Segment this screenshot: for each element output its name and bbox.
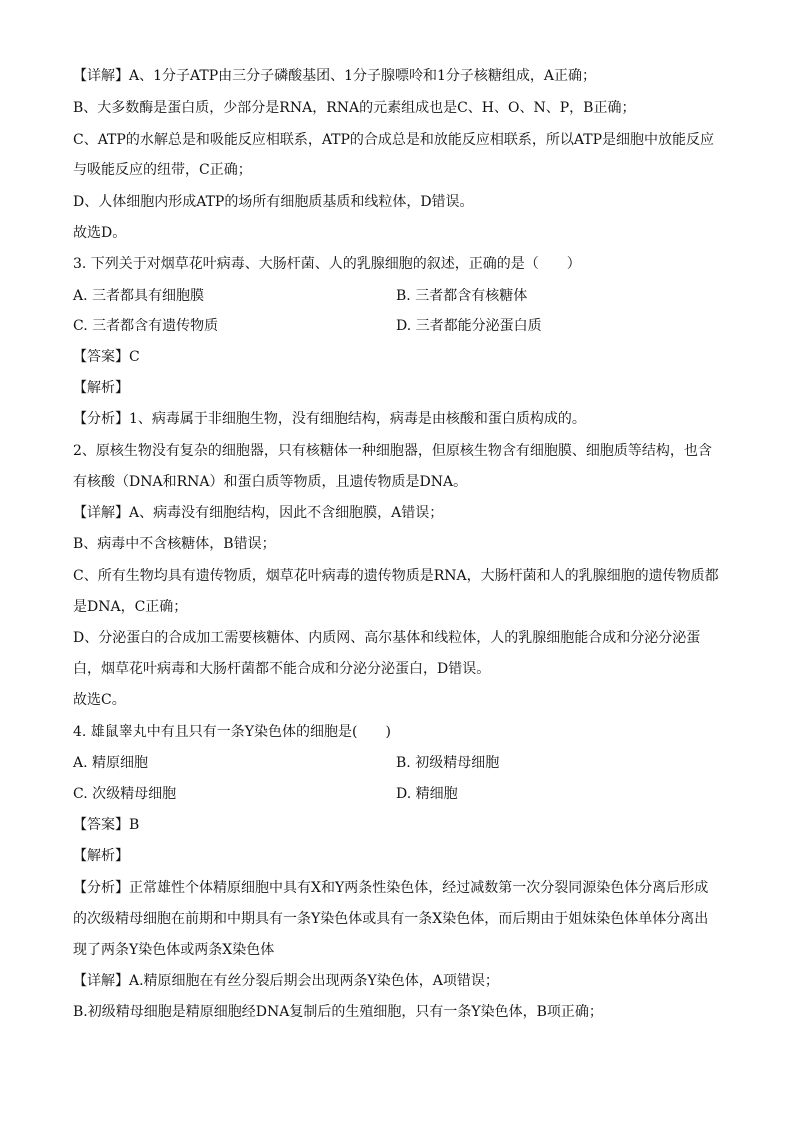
q2-detail-c-line1: C、ATP的水解总是和吸能反应相联系，ATP的合成总是和放能反应相联系，所以ATP是细胞中放能反应: [73, 132, 715, 148]
q3-detail-d-line1: D、分泌蛋白的合成加工需要核糖体、内质网、高尔基体和线粒体，人的乳腺细胞能合成和分泌分泌蛋: [73, 630, 701, 646]
q4-analysis-line2: 的次级精母细胞在前期和中期具有一条Y染色体或具有一条X染色体，而后期由于姐妹染色体单体分离出: [73, 911, 709, 927]
q3-option-a: A. 三者都具有细胞膜: [73, 288, 205, 304]
q4-option-a: A. 精原细胞: [73, 755, 149, 771]
question-4-stem: 4. 雄鼠睾丸中有且只有一条Y染色体的细胞是( ): [73, 724, 391, 740]
q3-detail-a: 【详解】A、病毒没有细胞结构，因此不含细胞膜，A错误；: [73, 505, 444, 521]
q3-detail-c-line2: 是DNA，C正确；: [73, 599, 188, 615]
q3-conclusion: 故选C。: [73, 692, 126, 708]
q4-answer: 【答案】B: [73, 817, 140, 833]
q3-option-b: B. 三者都含有核糖体: [396, 288, 528, 304]
q3-analysis-2-line2: 有核酸（DNA和RNA）和蛋白质等物质，且遗传物质是DNA。: [73, 474, 468, 490]
q4-analysis-line3: 现了两条Y染色体或两条X染色体: [73, 942, 275, 958]
q4-detail-b: B.初级精母细胞是精原细胞经DNA复制后的生殖细胞，只有一条Y染色体，B项正确；: [73, 1004, 603, 1020]
q3-option-c: C. 三者都含有遗传物质: [73, 318, 219, 334]
q4-analysis-line1: 【分析】正常雄性个体精原细胞中具有X和Y两条性染色体，经过减数第一次分裂同源染色体分离后形成: [73, 880, 709, 896]
question-3-stem: 3. 下列关于对烟草花叶病毒、大肠杆菌、人的乳腺细胞的叙述，正确的是（ ）: [73, 256, 581, 272]
q3-option-d: D. 三者都能分泌蛋白质: [396, 318, 542, 334]
q3-analysis-heading: 【解析】: [73, 380, 129, 396]
q4-option-c: C. 次级精母细胞: [73, 786, 177, 802]
q4-option-b: B. 初级精母细胞: [396, 755, 500, 771]
q2-detail-d: D、人体细胞内形成ATP的场所有细胞质基质和线粒体，D错误。: [73, 194, 474, 210]
q4-option-d: D. 精细胞: [396, 786, 458, 802]
q2-detail-c-line2: 与吸能反应的纽带，C正确；: [73, 162, 252, 178]
q2-conclusion: 故选D。: [73, 225, 127, 241]
q3-analysis-1: 【分析】1、病毒属于非细胞生物，没有细胞结构，病毒是由核酸和蛋白质构成的。: [73, 411, 586, 427]
q3-detail-d-line2: 白，烟草花叶病毒和大肠杆菌都不能合成和分泌分泌蛋白，D错误。: [73, 661, 491, 677]
q3-analysis-2-line1: 2、原核生物没有复杂的细胞器，只有核糖体一种细胞器，但原核生物含有细胞膜、细胞质等结构，也含: [73, 443, 712, 459]
q3-answer: 【答案】C: [73, 349, 140, 365]
q4-detail-a: 【详解】A.精原细胞在有丝分裂后期会出现两条Y染色体，A项错误；: [73, 973, 499, 989]
q3-detail-c-line1: C、所有生物均具有遗传物质，烟草花叶病毒的遗传物质是RNA，大肠杆菌和人的乳腺细胞的遗传物质都: [73, 568, 719, 584]
q2-detail-b: B、大多数酶是蛋白质，少部分是RNA，RNA的元素组成也是C、H、O、N、P，B正确；: [73, 100, 636, 116]
q2-detail-a: 【详解】A、1分子ATP由三分子磷酸基团、1分子腺嘌呤和1分子核糖组成，A正确；: [73, 68, 597, 84]
q3-detail-b: B、病毒中不含核糖体，B错误；: [73, 536, 276, 552]
q4-analysis-heading: 【解析】: [73, 848, 129, 864]
